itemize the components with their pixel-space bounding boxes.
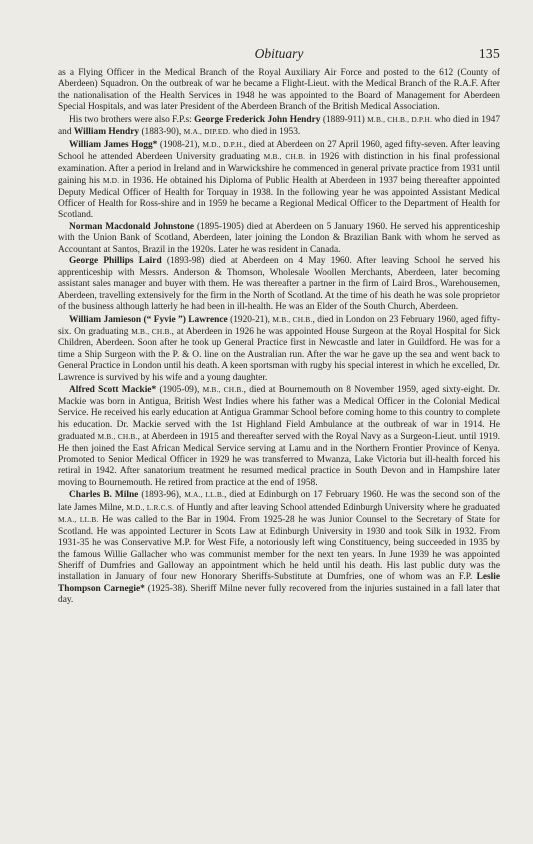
paragraph-text: who died in 1947 and — [58, 114, 501, 138]
paragraph-text: , died at Bournemouth on 8 November 1959, aged sixty-eight. Dr. Mackie was born in Antigua, British West Indies where his father was a Medical Officer in the Colonial Medical Service. He received his early education at Antigua Grammar School before coming home to this country to complete his education. Dr. Mackie served with the 1st Highland Field Ambulance at the outbreak of war in 1914. He graduated — [58, 385, 500, 443]
degree-abbrev: M.B., CH.B. — [202, 385, 244, 395]
paragraph-text: (1925-38). Sheriff Milne never fully recovered from the injuries sustained in a fall later that day. — [58, 583, 500, 606]
degree-abbrev: M.D., L.R.C.S. — [126, 502, 175, 512]
paragraph-text: of Huntly and after leaving School attended Edinburgh University where he graduated — [174, 502, 500, 513]
paragraph-text: , at Aberdeen in 1915 and thereafter served with the Royal Navy as a Surgeon-Lieut. until 1919. He then joined the East African Medical Service serving at Lamu and in the Northern Frontier Province of Kenya. Promoted to Senior Medical Officer in 1929 he was transferred to Mwanza, Lake Victoria but ill-health forced his retiral in 1942. After sanatorium treatment he resumed medical practice in South Devon and in Hampshire later moving to Bournemouth. He retired from practice at the end of 1958. — [58, 432, 500, 488]
paragraph-text: His two brothers were also F.P.s: — [69, 114, 195, 125]
paragraph-text: (1893-96), — [138, 490, 185, 501]
paragraph-text: who died in 1953. — [230, 127, 301, 138]
degree-abbrev: M.A., LL.B. — [184, 490, 225, 500]
paragraph-text: in 1936. He obtained his Diploma of Public Health at Aberdeen in 1937 being thereafter appointed Deputy Medical Officer of Health for Torquay in 1938. In the following year he was appointed Assistant Medical Officer of Health for Ross-shire and in 1959 he became a Regional Medical Officer to the Department of Health for Scotland. — [58, 176, 500, 221]
paragraph-text: He was called to the Bar in 1904. From 1925-28 he was Junior Counsel to the Secretary of State for Scotland. He was appointed Lecturer in Scots Law at Edinburgh University in 1930 and took Silk in 1932. From 1931-35 he was Conservative M.P. for West Fife, a notoriously left wing Constituency, being succeeded in 1935 by the famous Willie Gallacher who was communist member for the next ten years. In June 1939 he was appointed Sheriff of Dumfries and Galloway an appointment which he held until his death. His last public duty was the installation in January of four new Honorary Sheriffs-Substitute at Dumfries, one of whom was an F.P. — [58, 515, 500, 583]
person-name: Charles B. Milne — [69, 490, 139, 501]
degree-abbrev: M.D. — [102, 176, 120, 186]
page-header — [58, 46, 500, 64]
running-title: Obituary — [254, 46, 304, 61]
degree-abbrev: M.A., DIP.ED. — [183, 127, 231, 137]
person-name: Alfred Scott Mackie* — [69, 385, 157, 396]
obituary-paragraph — [58, 384, 500, 489]
paragraph-text: (1908-21), — [157, 139, 203, 150]
person-name: William Jamieson (“ Fyvie ”) Lawrence — [69, 314, 228, 325]
page-number: 135 — [478, 46, 500, 61]
paragraph-text: , died in London on 23 February 1960, aged fifty-six. On graduating — [58, 314, 500, 337]
paragraph-text: (1893-98) died at Aberdeen on 4 May 1960. After leaving School he served his apprenticeship with Messrs. Anderson & Thomson, Wholesale Woollen Merchants, Aberdeen, later becoming assistant sales manager and buyer with them. He was thereafter a partner in the firm of Laird Bros., Warehousemen, Aberdeen, travelling extensively for the firm in the North of Scotland. At the time of his death he was sole proprietor of the business although latterly he had been in ill-health. He was an Elder of the South Church, Aberdeen. — [58, 256, 500, 313]
paragraph-text: , at Aberdeen in 1926 he was appointed House Surgeon at the Royal Hospital for Sick Children, Aberdeen. Soon after he took up General Practice first in Newcastle and later in Guildford. He was for a time a Ship Surgeon with the P. & O. line on the Australian run. After the war he gave up the sea and went back to General Practice in London until his death. A keen sportsman with rugby his special interest in which he excelled, Dr. Lawrence is survived by his wife and a young daughter. — [58, 326, 501, 383]
person-name: Leslie Thompson Carnegie* — [58, 572, 500, 594]
person-name: Norman Macdonald Johnstone — [69, 221, 195, 232]
degree-abbrev: M.A., LL.B. — [58, 515, 99, 525]
degree-abbrev: M.B., CH.B. — [272, 314, 313, 324]
degree-abbrev: M.B., CH.B. — [263, 152, 306, 162]
paragraph-text: (1920-21), — [227, 314, 273, 325]
paragraph-text: , died at Aberdeen on 27 April 1960, aged fifty-seven. After leaving School he attended Aberdeen University graduating — [58, 139, 500, 163]
degree-abbrev: M.B., CH.B. — [131, 326, 172, 336]
degree-abbrev: M.B., CH.B., D.P.H. — [367, 114, 433, 124]
degree-abbrev: M.D., D.P.H. — [202, 139, 244, 149]
obituary-paragraph — [58, 68, 500, 114]
paragraph-text: as a Flying Officer in the Medical Branch of the Royal Auxiliary Air Force and posted to the 612 (County of Aberdeen) Squadron. On the outbreak of war he became a Flight-Lieut. with the Medical Branch of the R.A.F. After the nationalisation of the Health Services in 1948 he was appointed to the Board of Management for Aberdeen Special Hospitals, and was later President of the Aberdeen Branch of the British Medical Association. — [58, 68, 500, 113]
person-name: William Hendry — [73, 127, 140, 138]
paragraph-text: (1895-1905) died at Aberdeen on 5 January 1960. He served his apprenticeship with the Union Bank of Scotland, Aberdeen, later joining the London & Brazilian Bank with whom he served as Accountant at Santos, Brazil in the 1920s. Later he was resident in Canada. — [58, 221, 500, 255]
obituary-paragraph — [58, 489, 500, 607]
paragraph-text: (1883-90), — [139, 127, 184, 138]
obituary-paragraph — [58, 314, 500, 385]
obituary-body — [58, 68, 500, 607]
obituary-paragraph — [58, 114, 500, 139]
person-name: George Phillips Laird — [69, 256, 162, 267]
paragraph-text: (1889-911) — [320, 114, 368, 125]
obituary-paragraph — [58, 222, 500, 256]
obituary-paragraph — [58, 256, 500, 313]
paragraph-text: (1905-09), — [156, 385, 203, 396]
obituary-paragraph — [58, 139, 500, 222]
paragraph-text: , died at Edinburgh on 17 February 1960. He was the second son of the late James Milne, — [58, 490, 501, 513]
person-name: George Frederick John Hendry — [194, 114, 321, 125]
paragraph-text: in 1926 with distinction in his final professional examination. After a period in Ireland and in Warwickshire he commenced in general private practice from 1931 until gaining his — [58, 152, 500, 187]
degree-abbrev: M.B., CH.B. — [97, 432, 138, 442]
person-name: William James Hogg* — [69, 139, 158, 150]
